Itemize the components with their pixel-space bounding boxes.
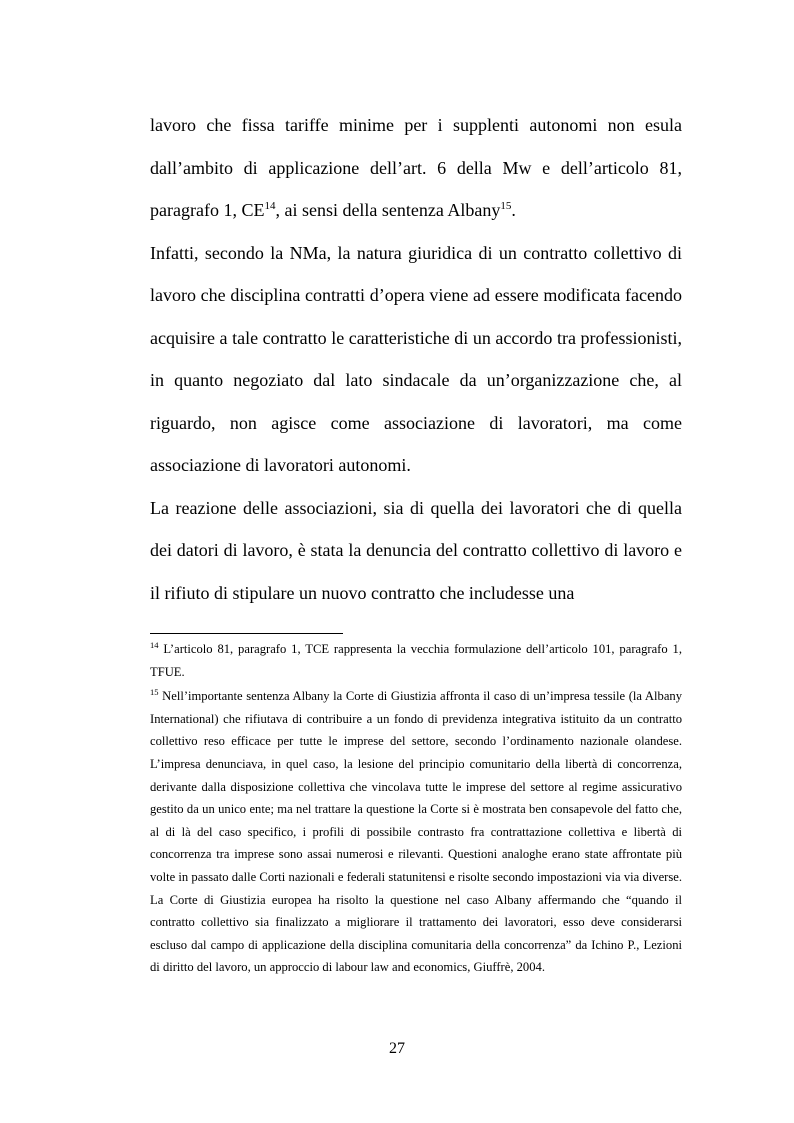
footnote-number: 15: [150, 687, 159, 698]
footnotes: [150, 638, 682, 981]
body-text: [150, 104, 682, 614]
footnote-text: Nell’importante sentenza Albany la Corte di Giustizia affronta il caso di un’impresa tessile (la Albany International) che rifiutava di contribuire a un fondo di previdenza integrativa istituito da un contratto collettivo reso efficace per tutte le imprese del settore, secondo l’ordinamento nazionale olandese. L’impresa denunciava, in quel caso, la lesione del principio comunitario della libertà di concorrenza, derivante dalla disposizione collettiva che vincolava tutte le imprese del settore al regime assicurativo gestito da un unico ente; ma nel trattare la questione la Corte si è mostrata ben consapevole del fatto che, al di là del caso specifico, i profili di possibile contrasto fra contrattazione collettiva e libertà di concorrenza tra imprese sono assai numerosi e rilevanti. Questioni analoghe erano state affrontate più volte in passato dalle Corti nazionali e federali statunitensi e risolte secondo impostazioni via via diverse. La Corte di Giustizia europea ha risolto la questione nel caso Albany affermando che “quando il contratto collettivo sia finalizzato a migliorare il trattamento dei lavoratori, esso deve considerarsi escluso dal campo di applicazione della disciplina comunitaria della concorrenza” da Ichino P., Lezioni di diritto del lavoro, un approccio di labour law and economics, Giuffrè, 2004.: [150, 689, 682, 975]
document-page: [150, 104, 682, 614]
paragraph-text: .: [511, 200, 516, 220]
paragraph-text: , ai sensi della sentenza Albany: [275, 200, 501, 220]
footnote-reference-14[interactable]: 14: [264, 200, 276, 212]
footnote-reference-15[interactable]: 15: [500, 200, 512, 212]
paragraph: [150, 104, 682, 232]
footnote-number: 14: [150, 640, 159, 650]
footnote-separator: [150, 633, 343, 634]
paragraph: La reazione delle associazioni, sia di quella dei lavoratori che di quella dei datori di lavoro, è stata la denuncia del contratto collettivo di lavoro e il rifiuto di stipulare un nuovo contratto che includesse una: [150, 497, 682, 603]
paragraph-text: lavoro che fissa tariffe minime per i supplenti autonomi non esula dall’ambito di applicazione dell’art. 6 della Mw e dell’articolo 81, paragrafo 1, CE: [150, 115, 682, 220]
paragraph: Infatti, secondo la NMa, la natura giuridica di un contratto collettivo di lavoro che disciplina contratti d’opera viene ad essere modificata facendo acquisire a tale contratto le caratteristiche di un accordo tra professionisti, in quanto negoziato dal lato sindacale da un’organizzazione che, al riguardo, non agisce come associazione di lavoratori, ma come associazione di lavoratori autonomi.: [150, 242, 682, 475]
footnote-15: [150, 685, 682, 979]
footnote-14: [150, 638, 682, 683]
page-number: 27: [389, 1040, 405, 1057]
footnote-text: L’articolo 81, paragrafo 1, TCE rappresenta la vecchia formulazione dell’articolo 101, paragrafo 1, TFUE.: [150, 642, 682, 679]
